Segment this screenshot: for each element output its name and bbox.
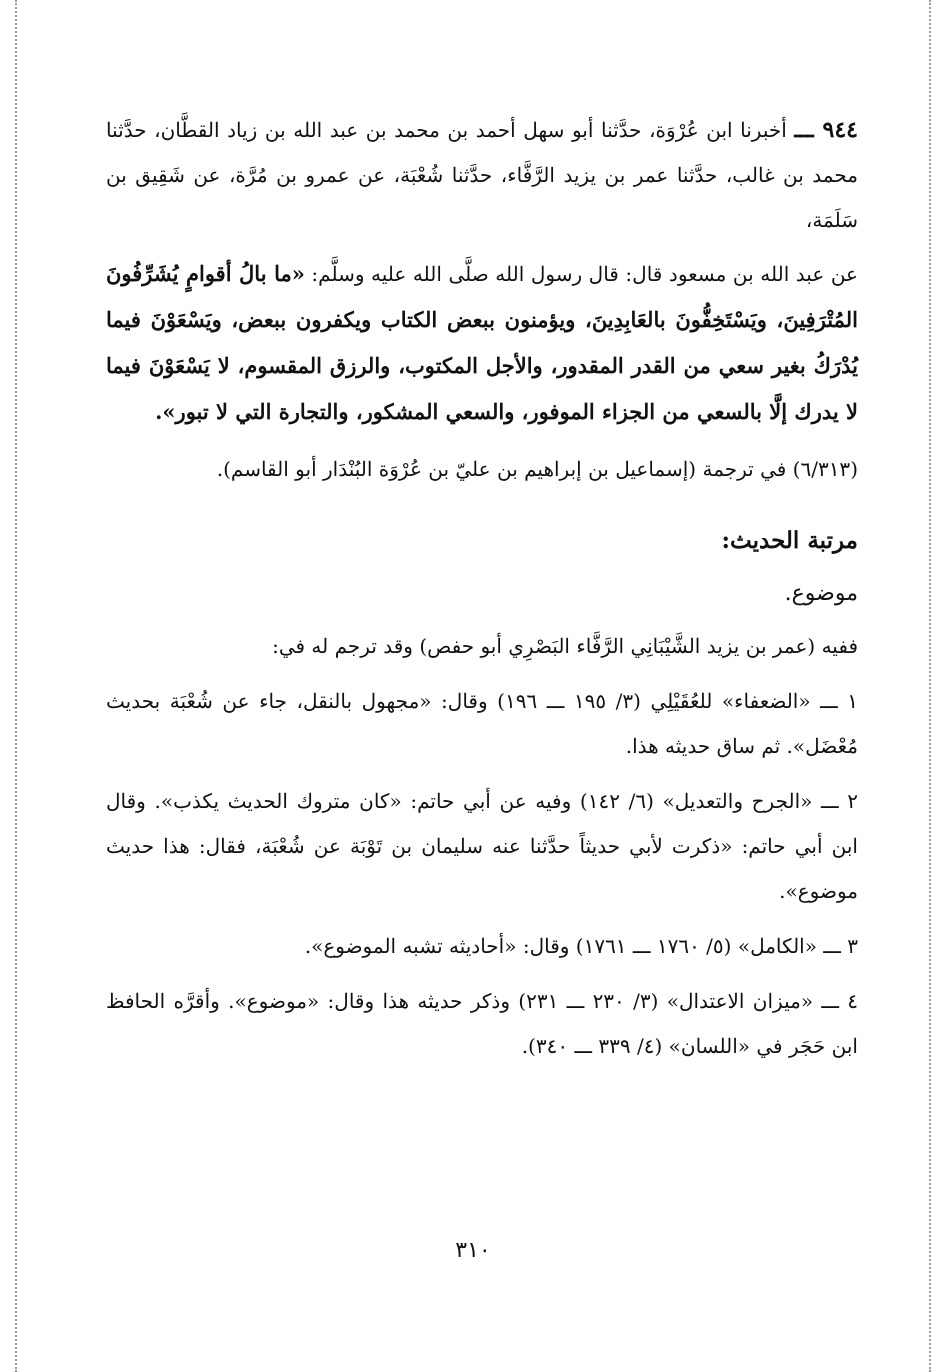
- hadith-number: ٩٤٤ ـــ: [794, 117, 858, 143]
- right-margin-dotted-line: [929, 0, 931, 1372]
- grading-heading: مرتبة الحديث:: [721, 527, 858, 554]
- hadith-text-paragraph: [106, 251, 858, 435]
- reference-item-1: ١ ـــ «الضعفاء» للعُقَيْلِي (٣/ ١٩٥ ـــ ١٩٦) وقال: «مجهول بالنقل، جاء عن شُعْبَة بحديث مُعْضَل». ثم ساق حديثه هذا.: [106, 689, 858, 758]
- narrator-intro: ففيه (عمر بن يزيد الشَّيْبَانِي الرَّفَّاء البَصْرِي أبو حفص) وقد ترجم له في:: [272, 634, 858, 658]
- reference-item-3: ٣ ـــ «الكامل» (٥/ ١٧٦٠ ـــ ١٧٦١) وقال: «أحاديثه تشبه الموضوع».: [304, 934, 858, 958]
- section-gap: [106, 500, 858, 518]
- page-content: [106, 108, 858, 1077]
- hadith-source-reference: (٦/٣١٣) في ترجمة (إسماعيل بن إبراهيم بن عليّ بن عُرْوَة البُنْدَار أبو القاسم).: [216, 457, 858, 481]
- grading-verdict: موضوع.: [784, 581, 858, 606]
- hadith-intro: عن عبد الله بن مسعود قال: قال رسول الله صلَّى الله عليه وسلَّم:: [311, 262, 858, 286]
- reference-item-4: ٤ ـــ «ميزان الاعتدال» (٣/ ٢٣٠ ـــ ٢٣١) وذكر حديثه هذا وقال: «موضوع». وأقرَّه الحافظ ابن حَجَر في «اللسان» (٤/ ٣٣٩ ـــ ٣٤٠).: [106, 989, 859, 1058]
- hadith-matn: «ما بالُ أقوامٍ يُشَرِّفُونَ المُتْرَفِينَ، ويَسْتَخِفُّونَ بالعَابِدِينَ، ويؤمنون ببعض الكتاب ويكفرون ببعض، ويَسْعَوْنَ فيما يُدْرَكُ بغير سعي من القدر المقدور، والأجل المكتوب، والرزق المقسوم، لا يَسْعَوْنَ فيما لا يدرك إلَّا بالسعي من الجزاء الموفور، والسعي المشكور، والتجارة التي لا تبور».: [106, 261, 858, 424]
- hadith-isnad-paragraph: [106, 108, 858, 243]
- reference-item-2: ٢ ـــ «الجرح والتعديل» (٦/ ١٤٢) وفيه عن أبي حاتم: «كان متروك الحديث يكذب». وقال ابن أبي حاتم: «ذكرت لأبي حديثاً حدَّثنا عنه سليمان بن تَوْبَة عن شُعْبَة، فقال: هذا حديث موضوع».: [106, 789, 858, 903]
- hadith-isnad: أخبرنا ابن عُرْوَة، حدَّثنا أبو سهل أحمد بن محمد بن عبد الله بن زياد القطَّان، حدَّثنا محمد بن غالب، حدَّثنا عمر بن يزيد الرَّفَّاء، حدَّثنا شُعْبَة، عن عمرو بن مُرَّة، عن شَقِيق بن سَلَمَة،: [106, 118, 858, 232]
- page-number: ٣١٠: [455, 1238, 491, 1263]
- left-margin-dotted-line: [15, 0, 17, 1372]
